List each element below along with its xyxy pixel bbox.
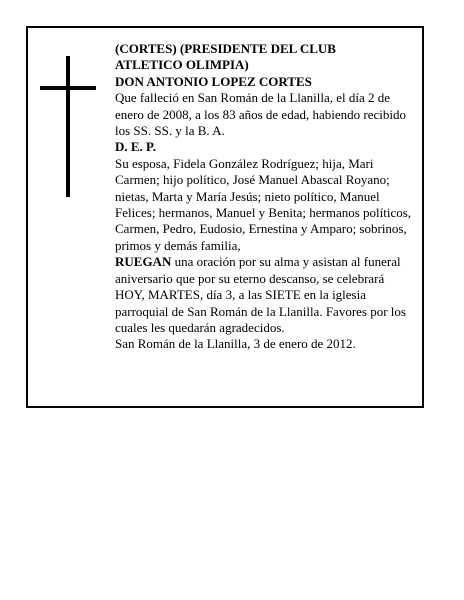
request-paragraph [115,254,415,336]
notice-title-line-2: ATLETICO OLIMPIA) [115,57,249,73]
notice-text [115,41,415,353]
cross-vertical-bar [66,56,70,197]
death-paragraph: Que falleció en San Román de la Llanilla, el día 2 de enero de 2008, a los 83 años de edad, habiendo recibido los SS. SS. y la B. A. [115,90,406,139]
dep-line: D. E. P. [115,139,157,155]
closing-line: San Román de la Llanilla, 3 de enero de 2012. [115,336,356,352]
notice-title-line-1: (CORTES) (PRESIDENTE DEL CLUB [115,41,336,56]
deceased-name: DON ANTONIO LOPEZ CORTES [115,73,312,89]
request-text: una oración por su alma y asistan al funeral aniversario que por su eterno descanso, se celebrará HOY, MARTES, día 3, a las SIETE en la iglesia parroquial de San Román de la Llanilla. Favores por los cuales les quedarán agradecidos. [115,254,406,335]
request-keyword: RUEGAN [115,254,172,270]
obituary-notice [26,26,424,408]
family-paragraph: Su esposa, Fidela González Rodríguez; hija, Mari Carmen; hijo político, José Manuel Abascal Royano; nietas, Marta y María Jesús; nieto político, Manuel Felices; hermanos, Manuel y Benita; hermanos políticos, Carmen, Pedro, Eudosio, Ernestina y Amparo; sobrinos, primos y demás familia, [115,155,412,253]
cross-icon [40,56,96,197]
cross-horizontal-bar [40,86,96,90]
